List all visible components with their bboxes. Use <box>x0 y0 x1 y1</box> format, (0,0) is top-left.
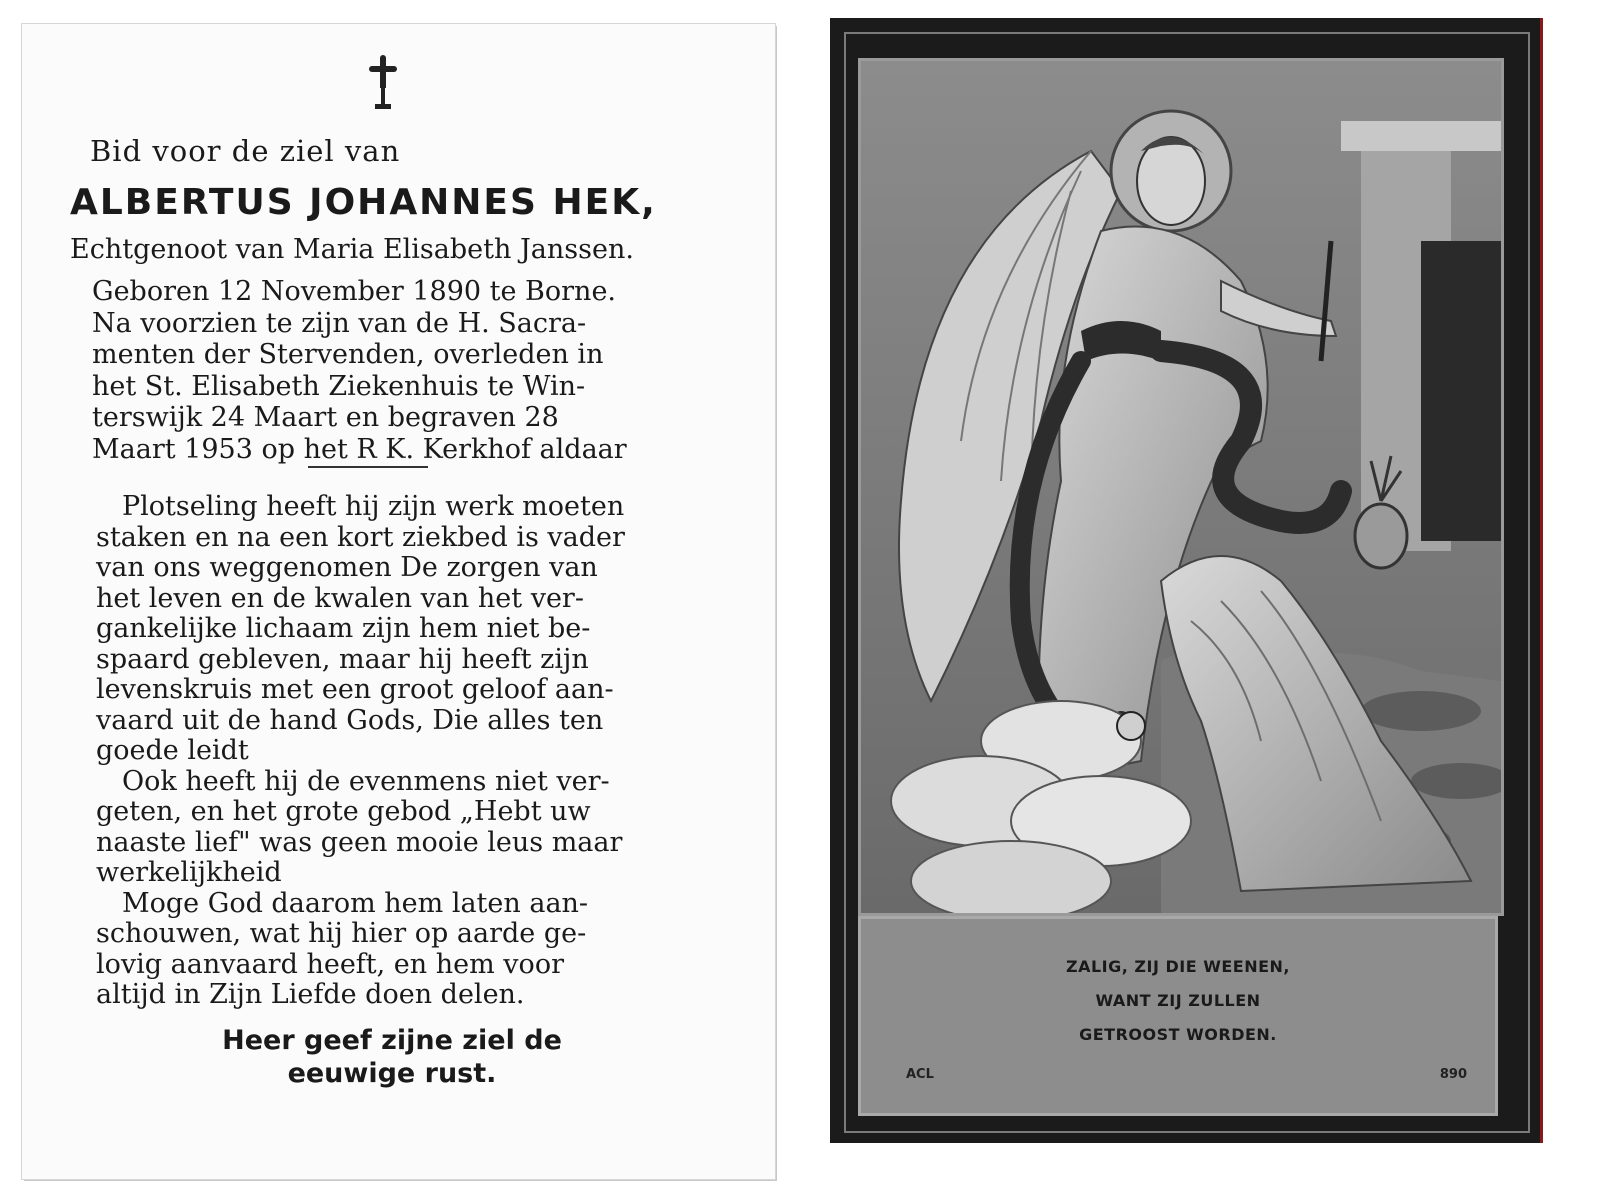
body-line: lovig aanvaard heeft, en hem voor <box>96 948 564 980</box>
card-number: 890 <box>1439 1067 1467 1082</box>
closing-line: Heer geef zijne ziel de <box>222 1025 562 1056</box>
cross-icon <box>367 54 399 114</box>
intro-text: Bid voor de ziel van <box>90 134 401 168</box>
verse-line: GETROOST WORDEN. <box>1079 1025 1277 1044</box>
closing-prayer <box>152 1024 632 1090</box>
devotional-image-card <box>830 18 1543 1143</box>
body-line: goede leidt <box>96 735 249 766</box>
verse-line: ZALIG, ZIJ DIE WEENEN, <box>1065 957 1291 976</box>
body-line: vaard uit de hand Gods, Die alles ten <box>96 704 604 736</box>
bio-line: Geboren 12 November 1890 te Borne. <box>92 276 617 307</box>
memorial-body <box>96 492 666 1011</box>
body-line: werkelijkheid <box>96 857 282 888</box>
bio-line: terswijk 24 Maart en begraven 28 <box>92 402 559 433</box>
body-line: Moge God daarom hem laten aan- <box>122 887 589 919</box>
spouse-line: Echtgenoot van Maria Elisabeth Janssen. <box>70 234 634 265</box>
bio-line: Maart 1953 op het R K. Kerkhof aldaar <box>92 433 627 465</box>
body-line: geten, en het grote gebod „Hebt uw <box>96 796 591 827</box>
body-line: spaard gebleven, maar hij heeft zijn <box>96 643 589 675</box>
biography <box>92 276 652 465</box>
body-line: altijd in Zijn Liefde doen delen. <box>96 979 525 1010</box>
bio-line: het St. Elisabeth Ziekenhuis te Win- <box>92 370 586 402</box>
publisher-imprint: ACL <box>906 1067 934 1082</box>
memorial-text-card <box>22 24 775 1179</box>
bio-line: menten der Stervenden, overleden in <box>92 339 604 370</box>
deceased-name: ALBERTUS JOHANNES HEK, <box>70 182 657 223</box>
body-line: van ons weggenomen De zorgen van <box>96 552 598 583</box>
body-line: levenskruis met een groot geloof aan- <box>96 674 614 705</box>
angel-illustration-graphic <box>861 61 1501 913</box>
closing-line: eeuwige rust. <box>287 1058 497 1089</box>
body-line: schouwen, wat hij hier op aarde ge- <box>96 918 587 949</box>
body-line: naaste lief" was geen mooie leus maar <box>96 826 623 858</box>
verse-panel <box>858 916 1498 1116</box>
bio-line: Na voorzien te zijn van de H. Sacra- <box>92 307 587 339</box>
angel-illustration <box>858 58 1504 916</box>
body-line: Plotseling heeft hij zijn werk moeten <box>122 491 625 522</box>
body-line: gankelijke lichaam zijn hem niet be- <box>96 613 591 644</box>
body-line: Ook heeft hij de evenmens niet ver- <box>122 765 610 797</box>
body-line: staken en na een kort ziekbed is vader <box>96 521 625 553</box>
divider <box>308 466 428 468</box>
verse-line: WANT ZIJ ZULLEN <box>1095 991 1261 1010</box>
body-line: het leven en de kwalen van het ver- <box>96 582 584 614</box>
